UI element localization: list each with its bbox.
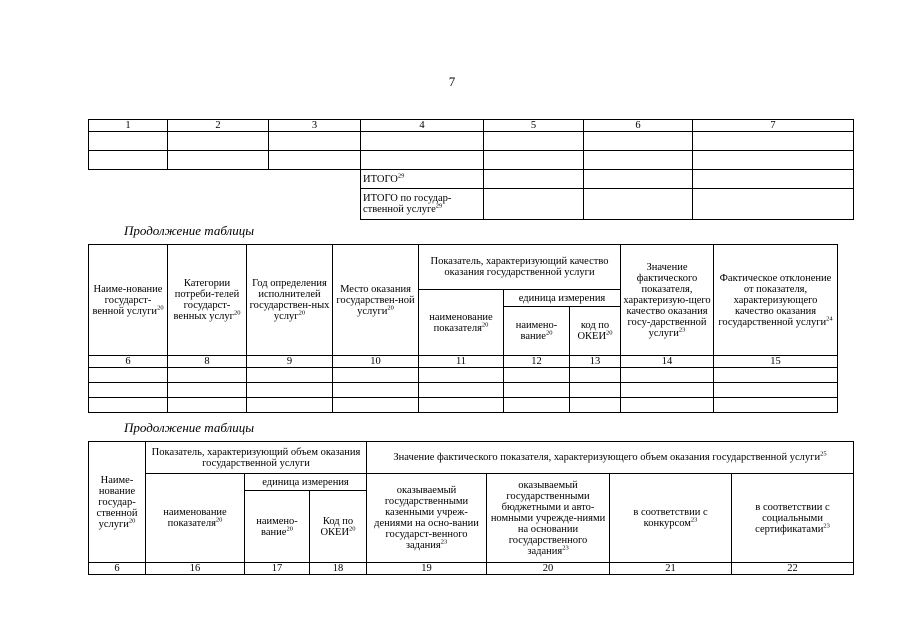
col-service-name: Наиме-нование государст-венной услуги$^{20}$: [89, 245, 168, 356]
total-label: ИТОГО$^{29}$: [361, 170, 484, 189]
col-unit-name: наимено-вание$^{20}$: [504, 307, 570, 356]
col-quality-indicator: Показатель, характеризующий качество оказания государственной услуги: [419, 245, 621, 290]
col-number: 6: [89, 563, 146, 575]
col-number: 17: [245, 563, 310, 575]
col-place: Место оказания государствен-ной услуги$^{20}$: [333, 245, 419, 356]
col-indicator-name: наименование показателя$^{20}$: [146, 474, 245, 563]
col-number: 21: [610, 563, 732, 575]
col-number: 11: [419, 356, 504, 368]
col-indicator-name: наименование показателя$^{20}$: [419, 290, 504, 356]
continuation-caption: Продолжение таблицы: [124, 420, 255, 435]
col-number: 10: [333, 356, 419, 368]
col-number: 22: [732, 563, 854, 575]
col-number: 15: [714, 356, 838, 368]
col-actual-value: Значение фактического показателя, характеризую-щего качество оказания госу-дарственной услуги$^{23}$: [621, 245, 714, 356]
col-unit: единица измерения: [504, 290, 621, 307]
col-number: 19: [367, 563, 487, 575]
table-1-header-row: [89, 120, 854, 132]
continuation-caption: Продолжение таблицы: [124, 223, 255, 238]
table-3: [88, 441, 854, 575]
table-row: [89, 132, 854, 151]
col-number: 4: [361, 120, 484, 132]
total-service-label: ИТОГО по государ-ственной услуге$^{29}$: [361, 189, 484, 220]
col-number: 16: [146, 563, 245, 575]
table-1: [88, 119, 854, 220]
table-2: [88, 244, 838, 413]
col-number: 5: [484, 120, 584, 132]
page-number: 7: [448, 74, 456, 89]
col-service-name: Наиме-нование государ-ственной услуги$^{20}$: [89, 442, 146, 563]
col-okei: Код по ОКЕИ$^{20}$: [310, 491, 367, 563]
col-number: 13: [570, 356, 621, 368]
col-okei: код по ОКЕИ$^{20}$: [570, 307, 621, 356]
col-actual-volume: Значение фактического показателя, характеризующего объем оказания государственной услуги$^{25}$: [367, 442, 854, 474]
col-number: 6: [89, 356, 168, 368]
col-number: 1: [89, 120, 168, 132]
col-state-institutions: оказываемый государственными казенными учреж-дениями на осно-вании государст-венного задания$^{23}$: [367, 474, 487, 563]
col-number: 9: [247, 356, 333, 368]
col-number: 20: [487, 563, 610, 575]
col-unit-name: наимено-вание$^{20}$: [245, 491, 310, 563]
table-3-number-row: [89, 563, 854, 575]
col-number: 3: [269, 120, 361, 132]
col-number: 6: [584, 120, 693, 132]
col-number: 7: [693, 120, 854, 132]
table-row: [89, 398, 838, 413]
col-volume-indicator: Показатель, характеризующий объем оказания государственной услуги: [146, 442, 367, 474]
col-number: 8: [168, 356, 247, 368]
col-unit: единица измерения: [245, 474, 367, 491]
col-number: 18: [310, 563, 367, 575]
col-consumer-category: Категории потреби-телей государст-венных услуг$^{20}$: [168, 245, 247, 356]
col-deviation: Фактическое отклонение от показателя, характеризующего качество оказания государственной услуги$^{24}$: [714, 245, 838, 356]
table-row: [89, 383, 838, 398]
col-social-certificates: в соответствии с социальными сертификатами$^{23}$: [732, 474, 854, 563]
col-year: Год определения исполнителей государствен-ных услуг$^{20}$: [247, 245, 333, 356]
table-row: [89, 151, 854, 170]
col-competition: в соответствии с конкурсом$^{23}$: [610, 474, 732, 563]
col-number: 14: [621, 356, 714, 368]
total-service-row: [89, 189, 854, 220]
col-number: 2: [168, 120, 269, 132]
table-row: [89, 368, 838, 383]
col-budget-institutions: оказываемый государственными бюджетными и авто-номными учрежде-ниями на основании государственного задания$^{23}$: [487, 474, 610, 563]
col-number: 12: [504, 356, 570, 368]
table-2-number-row: [89, 356, 838, 368]
total-row: [89, 170, 854, 189]
